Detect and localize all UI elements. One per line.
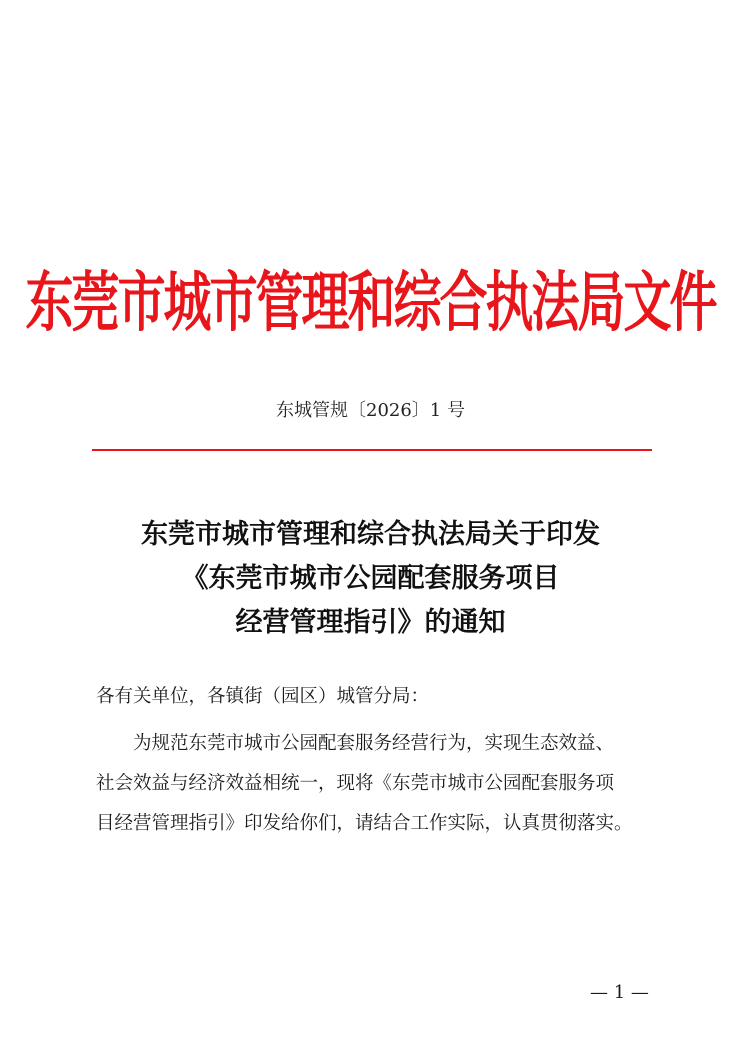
salutation: 各有关单位，各镇街（园区）城管分局： (96, 686, 430, 707)
document-title (0, 513, 741, 645)
document-number: 东城管规〔2026〕1 号 (276, 400, 465, 421)
body-line-3: 目经营管理指引》印发给你们，请结合工作实际，认真贯彻落实。 (96, 813, 633, 834)
body-paragraph (96, 724, 661, 844)
red-separator-rule (92, 449, 652, 451)
agency-header-title: 东莞市城市管理和综合执法局文件 (25, 264, 716, 341)
title-line-3: 经营管理指引》的通知 (235, 607, 506, 638)
title-line-2: 《东莞市城市公园配套服务项目 (181, 563, 560, 594)
body-line-2: 社会效益与经济效益相统一，现将《东莞市城市公园配套服务项 (96, 773, 615, 794)
page-number: — 1 — (590, 982, 649, 1003)
body-line-1: 为规范东莞市城市公园配套服务经营行为，实现生态效益、 (133, 733, 615, 754)
title-line-1: 东莞市城市管理和综合执法局关于印发 (141, 519, 600, 550)
